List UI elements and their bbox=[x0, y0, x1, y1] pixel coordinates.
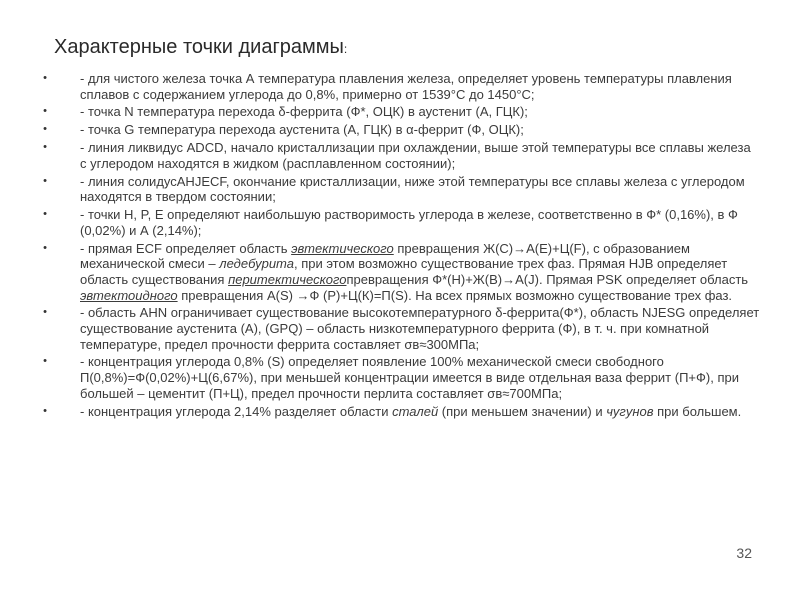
bullet-dot-icon: • bbox=[43, 241, 47, 254]
bullet-item bbox=[40, 207, 760, 238]
bullet-text-segment: сталей bbox=[392, 403, 439, 419]
bullet-text bbox=[80, 71, 760, 102]
bullet-text-segment: - прямая ECF определяет область bbox=[80, 240, 292, 256]
bullet-item bbox=[40, 174, 760, 205]
bullet-item bbox=[40, 140, 760, 171]
bullet-text bbox=[80, 122, 760, 138]
bullet-text-segment: - точка G температура перехода аустенита (А, ГЦК) в α-феррит (Ф, ОЦК); bbox=[80, 122, 524, 138]
bullet-item bbox=[40, 404, 760, 420]
bullet-dot-icon: • bbox=[43, 404, 47, 417]
bullet-dot-icon: • bbox=[43, 174, 47, 187]
bullet-text-segment: - для чистого железа точка А температура плавления железа, определяет уровень температуры плавления сплавов с содержанием углерода до 0,8%, примерно от 1539°С до 1450°С; bbox=[80, 71, 732, 102]
bullet-text bbox=[80, 207, 760, 238]
bullet-text-segment: превращения Ф*(Н)+Ж(В)→А(J). Прямая PSK определяет область bbox=[346, 271, 749, 287]
bullet-text-segment: - концентрация углерода 0,8% (S) определяет появление 100% механической смеси свободного П(0,8%)=Ф(0,02%)+Ц(6,67%), при меньшей концентрации имеется в виде отдельная ваза феррит (П+Ф), при большей – цементит (П+Ц), предел прочности перлита составляет σв≈700МПа; bbox=[80, 354, 739, 401]
bullet-dot-icon: • bbox=[43, 105, 47, 118]
bullet-text bbox=[80, 241, 760, 303]
bullet-text-segment: превращения Ж(С)→А(Е)+Ц(F), с образованием механической смеси – bbox=[80, 240, 690, 272]
bullet-item bbox=[40, 305, 760, 352]
bullet-text bbox=[80, 404, 760, 420]
bullet-text-segment: эвтектического bbox=[291, 240, 394, 256]
bullet-text-segment: - точки H, P, E определяют наибольшую растворимость углерода в железе, соответственно в Ф* (0,16%), в Ф (0,02%) и А (2,14%); bbox=[80, 207, 738, 238]
bullet-text-segment: перитектического bbox=[228, 271, 347, 287]
bullet-text-segment: - точка N температура перехода δ-феррита (Ф*, ОЦК) в аустенит (А, ГЦК); bbox=[80, 104, 528, 120]
bullet-text-segment: чугунов bbox=[606, 403, 654, 419]
bullet-text-segment: (при меньшем значении) и bbox=[438, 403, 607, 419]
bullet-dot-icon: • bbox=[43, 355, 47, 368]
bullet-text-segment: эвтектоидного bbox=[80, 287, 178, 303]
bullet-text bbox=[80, 305, 760, 352]
bullet-dot-icon: • bbox=[43, 306, 47, 319]
bullet-item bbox=[40, 241, 760, 303]
bullet-text-segment: при большем. bbox=[653, 403, 742, 419]
slide-title-colon: : bbox=[343, 42, 348, 56]
slide-title-text: Характерные точки диаграммы bbox=[54, 36, 344, 58]
bullet-text bbox=[80, 354, 760, 401]
bullet-text-segment: ледебурита bbox=[219, 256, 294, 272]
bullet-dot-icon: • bbox=[43, 208, 47, 221]
bullet-text-segment: - линия ликвидус ADCD, начало кристаллизации при охлаждении, выше этой температуры все сплавы железа с углеродом находятся в жидком (расплавленном состоянии); bbox=[80, 140, 751, 171]
bullet-item bbox=[40, 71, 760, 102]
bullet-item bbox=[40, 354, 760, 401]
bullet-dot-icon: • bbox=[43, 72, 47, 84]
bullet-text-segment: превращения А(S) →Ф (Р)+Ц(К)=П(S). На всех прямых возможно существование трех фаз. bbox=[177, 287, 733, 303]
bullet-text bbox=[80, 104, 760, 120]
bullet-text-segment: - линия солидусAHJECF, окончание кристаллизации, ниже этой температуры все сплавы железа с углеродом находятся в твердом состоянии; bbox=[80, 173, 745, 205]
bullet-text-segment: , при этом возможно существование трех фаз. Прямая HJB определяет область существования bbox=[80, 256, 728, 287]
bullet-text bbox=[80, 140, 760, 171]
bullet-text-segment: - концентрация углерода 2,14% разделяет области bbox=[80, 403, 393, 419]
bullet-text bbox=[80, 174, 760, 205]
bullet-item bbox=[40, 122, 760, 138]
page-number: 32 bbox=[736, 545, 752, 561]
bullet-list bbox=[40, 71, 760, 421]
bullet-dot-icon: • bbox=[43, 123, 47, 136]
bullet-text-segment: - область AHN ограничивает существование высокотемпературного δ-феррита(Ф*), область NJESG определяет существование аустенита (А), (GPQ) – область низкотемпературного феррита (Ф), в т. ч. при комнатной температуре, предел прочности феррита составляет σв≈300МПа; bbox=[80, 305, 760, 352]
slide-title bbox=[54, 36, 347, 59]
bullet-dot-icon: • bbox=[43, 141, 47, 154]
bullet-item bbox=[40, 104, 760, 120]
